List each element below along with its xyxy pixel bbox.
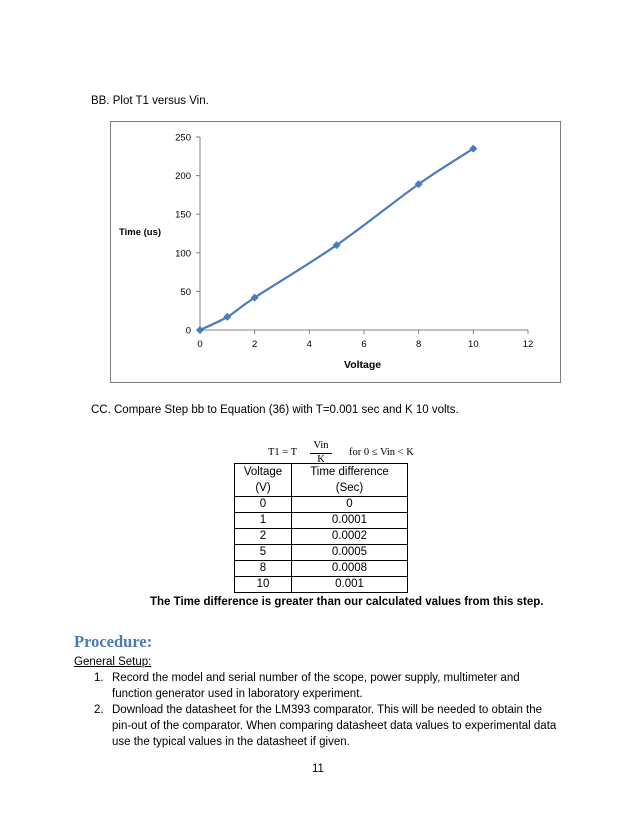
general-setup-heading: General Setup: [74, 656, 152, 668]
step-number: 2. [94, 704, 104, 716]
header-voltage-line2: (V) [255, 482, 271, 494]
header-time-line2: (Sec) [335, 482, 364, 494]
x-tick-label: 0 [197, 339, 203, 350]
table-cell: 0.0001 [292, 513, 408, 529]
section-cc-label: CC. Compare Step bb to Equation (36) with T=0.001 sec and K 10 volts. [91, 404, 459, 416]
header-time-difference [292, 464, 408, 497]
chart-frame [110, 121, 561, 383]
table-cell: 5 [235, 545, 292, 561]
y-tick-label: 150 [175, 209, 191, 221]
equation-condition: for 0 ≤ Vin < K [349, 447, 414, 458]
header-voltage [235, 464, 292, 497]
y-tick-label: 200 [175, 171, 191, 183]
table-cell: 0.0005 [292, 545, 408, 561]
conclusion-text: The Time difference is greater than our calculated values from this step. [150, 596, 544, 608]
x-tick-label: 6 [361, 339, 367, 350]
x-tick-label: 8 [416, 339, 422, 350]
y-tick-label: 0 [185, 325, 191, 337]
line-chart [111, 122, 562, 384]
y-tick-labels [175, 133, 191, 337]
header-voltage-line1: Voltage [243, 466, 283, 478]
time-difference-table [234, 463, 408, 593]
step-number: 1. [94, 672, 104, 684]
table-row [235, 577, 408, 593]
x-tick-label: 4 [306, 339, 312, 350]
table-cell: 8 [235, 561, 292, 577]
y-axis-label: Time (us) [119, 227, 162, 238]
page-number: 11 [312, 763, 324, 775]
table-cell: 10 [235, 577, 292, 593]
table-cell: 0.001 [292, 577, 408, 593]
table-row [235, 545, 408, 561]
x-tick-labels [197, 339, 533, 350]
x-tick-label: 10 [468, 339, 479, 350]
y-tick-label: 250 [175, 132, 191, 144]
step-line: Record the model and serial number of the scope, power supply, multimeter and [112, 672, 520, 684]
table-cell: 2 [235, 529, 292, 545]
step-line: function generator used in laboratory experiment. [112, 688, 363, 700]
series-line [200, 149, 473, 330]
procedure-heading: Procedure: [74, 632, 153, 651]
equation-lhs: T1 = T [268, 447, 298, 458]
table-row [235, 497, 408, 513]
y-tick-label: 100 [175, 248, 191, 260]
step-line: use the typical values in the datasheet if given. [112, 736, 350, 748]
table-row [235, 513, 408, 529]
table-cell: 0.0008 [292, 561, 408, 577]
table-cell: 0 [235, 497, 292, 513]
x-tick-label: 2 [252, 339, 258, 350]
header-time-line1: Time difference [310, 466, 389, 478]
equation-numerator: Vin [313, 440, 329, 451]
step-line: Download the datasheet for the LM393 comparator. This will be needed to obtain the [112, 704, 543, 716]
table-row [235, 561, 408, 577]
table-cell: 0 [292, 497, 408, 513]
y-tick-label: 50 [180, 286, 191, 298]
table-header-row [235, 464, 408, 497]
x-tick-label: 12 [522, 339, 534, 350]
section-bb-label: BB. Plot T1 versus Vin. [91, 95, 209, 107]
data-point [196, 326, 204, 334]
x-axis-label: Voltage [344, 359, 382, 371]
step-line: pin-out of the comparator. When comparing datasheet data values to experimental data [112, 720, 557, 732]
table-cell: 0.0002 [292, 529, 408, 545]
equation-denominator: K [317, 454, 325, 465]
table-cell: 1 [235, 513, 292, 529]
table-row [235, 529, 408, 545]
